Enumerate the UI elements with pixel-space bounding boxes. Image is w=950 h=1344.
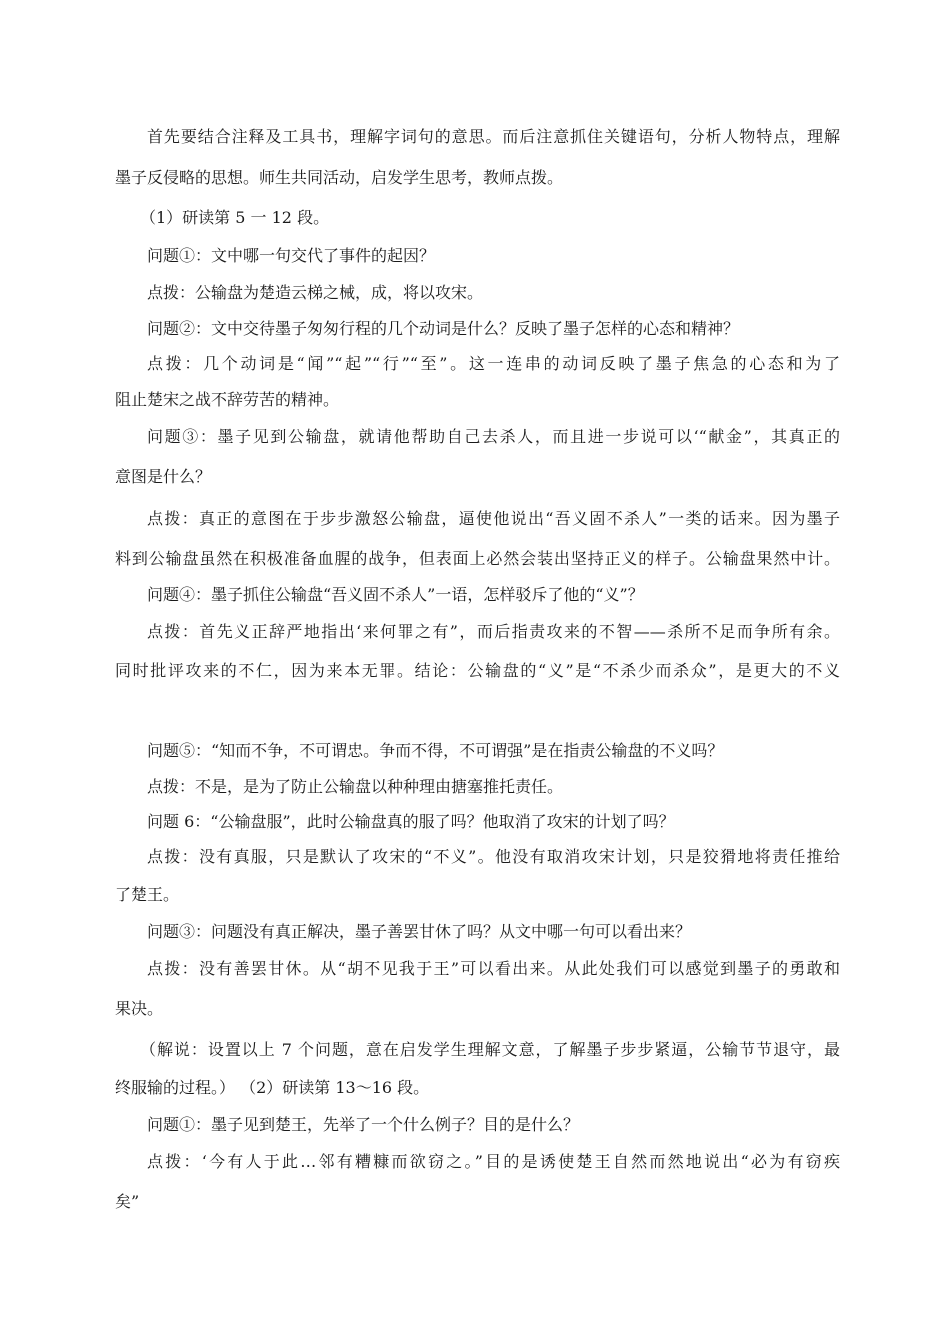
answer-line: 点拨：真正的意图在于步步激怒公输盘，逼使他说出“吾义固不杀人”一类的话来。因为墨子 (147, 509, 840, 528)
question-line: 问题①：文中哪一句交代了事件的起因？ (147, 246, 436, 265)
question-line: 问题①：墨子见到楚王，先举了一个什么例子？目的是什么？ (147, 1115, 580, 1134)
answer-line: 阻止楚宋之战不辞劳苦的精神。 (115, 390, 340, 409)
answer-line: 了楚王。 (115, 885, 180, 904)
answer-line: 点拨：‘今有人于此…邻有糟糠而欲窃之。”目的是诱使楚王自然而然地说出“必为有窃疾 (147, 1152, 840, 1171)
paragraph-line: 首先要结合注释及工具书，理解字词句的意思。而后注意抓住关键语句，分析人物特点，理解 (147, 127, 840, 146)
note-line: （解说：设置以上 7 个问题，意在启发学生理解文意，了解墨子步步紧逼，公输节节退守，最 (140, 1040, 840, 1059)
answer-line: 点拨：没有真服，只是默认了攻宋的“不义”。他没有取消攻宋计划，只是狡猾地将责任推给 (147, 847, 840, 866)
answer-line: 矣” (115, 1192, 140, 1211)
answer-line: 点拨：几个动词是“闻”“起”“行”“至”。这一连串的动词反映了墨子焦急的心态和为了 (147, 354, 840, 373)
question-line: 问题 6：“公输盘服”，此时公输盘真的服了吗？他取消了攻宋的计划了吗？ (147, 812, 675, 831)
question-line: 意图是什么？ (115, 467, 212, 486)
answer-line: 料到公输盘虽然在积极准备血腥的战争，但表面上必然会装出坚持正义的样子。公输盘果然中计。 (115, 549, 840, 568)
answer-line: 点拨：公输盘为楚造云梯之械，成，将以攻宋。 (147, 283, 484, 302)
question-line: 问题③：问题没有真正解决，墨子善罢甘休了吗？从文中哪一句可以看出来？ (147, 922, 692, 941)
answer-line: 点拨：首先义正辞严地指出‘来何罪之有”，而后指责攻来的不智——杀所不足而争所有余。 (147, 622, 840, 641)
note-line: 终服输的过程。） （2）研读第 13～16 段。 (115, 1078, 430, 1097)
answer-line: 果决。 (115, 999, 164, 1018)
answer-line: 同时批评攻来的不仁，因为来本无罪。结论：公输盘的“义”是“不杀少而杀众”，是更大的不义 (115, 661, 840, 680)
section-heading: （1）研读第 5 一 12 段。 (140, 208, 330, 227)
question-line: 问题⑤：“知而不争，不可谓忠。争而不得，不可谓强”是在指责公输盘的不义吗？ (147, 741, 724, 760)
answer-line: 点拨：没有善罢甘休。从“胡不见我于王”可以看出来。从此处我们可以感觉到墨子的勇敢和 (147, 959, 840, 978)
paragraph-line: 墨子反侵略的思想。师生共同活动，启发学生思考，教师点拨。 (115, 168, 564, 187)
question-line: 问题②：文中交待墨子匆匆行程的几个动词是什么？反映了墨子怎样的心态和精神？ (147, 319, 740, 338)
question-line: 问题④：墨子抓住公输盘“吾义固不杀人”一语，怎样驳斥了他的“义”？ (147, 585, 644, 604)
question-line: 问题③：墨子见到公输盘，就请他帮助自己去杀人，而且进一步说可以‘“献金”，其真正的 (147, 427, 840, 446)
answer-line: 点拨：不是，是为了防止公输盘以种种理由搪塞推托责任。 (147, 777, 564, 796)
